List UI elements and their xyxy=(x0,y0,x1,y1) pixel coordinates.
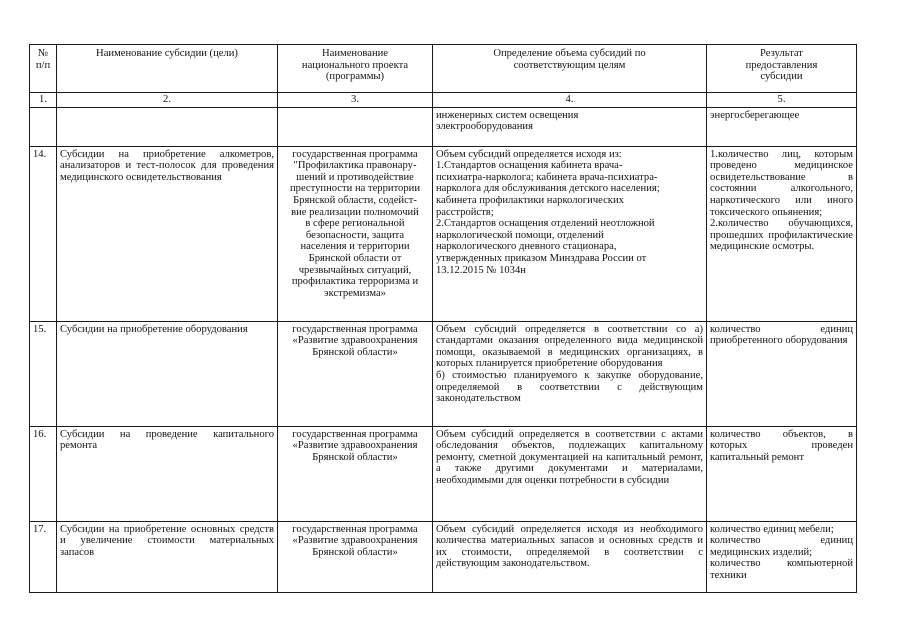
row-result: количество единиц мебели; количество единиц медицинских изделий; количество компьютерной техники xyxy=(707,521,857,592)
row-num: 16. xyxy=(30,426,57,521)
table-row xyxy=(30,321,857,426)
row-result: количество объектов, в которых проведен капитальный ремонт xyxy=(707,426,857,521)
header-result: Результат предоставления субсидии xyxy=(707,45,857,93)
row-project: государственная программа "Профилактика правонару- шений и противодействие преступности на территории Брянской области, содейст- вие реализации полномочий в сфере региональной безопасности, защита населения и территории Брянской области от чрезвычайных ситуаций, профилактика терроризма и экстремизма» xyxy=(278,146,433,321)
row-project xyxy=(278,107,433,146)
column-number: 4. xyxy=(433,93,707,108)
table-row xyxy=(30,107,857,146)
header-name: Наименование субсидии (цели) xyxy=(57,45,278,93)
table-row xyxy=(30,146,857,321)
column-number-row xyxy=(30,93,857,108)
table-row xyxy=(30,426,857,521)
row-result: 1.количество лиц, которым проведено медицинское освидетельствование в состоянии алкогольного, наркотического или иного токсического опьянения; 2.количество обучающихся, прошедших профилактические медицинские осмотры. xyxy=(707,146,857,321)
row-num: 17. xyxy=(30,521,57,592)
row-definition: Объем субсидий определяется в соответствии со а) стандартами оказания определенного вида медицинской помощи, оказываемой в медицинских организациях, в которых планируется приобретение оборудования б) стоимостью планируемого к закупке оборудование, определяемой в соответствии с действующим законодательством xyxy=(433,321,707,426)
header-definition: Определение объема субсидий по соответствующим целям xyxy=(433,45,707,93)
table-row xyxy=(30,521,857,592)
subsidy-table xyxy=(29,44,857,593)
header-num: № п/п xyxy=(30,45,57,93)
row-definition: Объем субсидий определяется исходя из необходимого количества материальных запасов и основных средств и их стоимости, определяемой в соответствии с действующим законодательством. xyxy=(433,521,707,592)
row-project: государственная программа «Развитие здравоохранения Брянской области» xyxy=(278,521,433,592)
row-project: государственная программа «Развитие здравоохранения Брянской области» xyxy=(278,426,433,521)
column-number: 1. xyxy=(30,93,57,108)
row-num xyxy=(30,107,57,146)
row-definition: инженерных систем освещения электрооборудования xyxy=(433,107,707,146)
row-project: государственная программа «Развитие здравоохранения Брянской области» xyxy=(278,321,433,426)
row-name: Субсидии на приобретение основных средств и увеличение стоимости материальных запасов xyxy=(57,521,278,592)
header-row xyxy=(30,45,857,93)
column-number: 5. xyxy=(707,93,857,108)
row-num: 15. xyxy=(30,321,57,426)
row-name: Субсидии на приобретение алкометров, анализаторов и тест-полосок для проведения медицинского освидетельствования xyxy=(57,146,278,321)
column-number: 2. xyxy=(57,93,278,108)
row-name: Субсидии на проведение капитального ремонта xyxy=(57,426,278,521)
row-result: количество единиц приобретенного оборудования xyxy=(707,321,857,426)
header-project: Наименование национального проекта (программы) xyxy=(278,45,433,93)
row-definition: Объем субсидий определяется исходя из: 1.Стандартов оснащения кабинета врача- психиатра-нарколога; кабинета врача-психиатра- нарколога для обслуживания детского населения; кабинета профилактики наркологических расстройств; 2.Стандартов оснащения отделений неотложной наркологической помощи, отделений наркологического дневного стационара, утвержденных приказом Минздрава России от 13.12.2015 № 1034н xyxy=(433,146,707,321)
column-number: 3. xyxy=(278,93,433,108)
row-name: Субсидии на приобретение оборудования xyxy=(57,321,278,426)
row-num: 14. xyxy=(30,146,57,321)
row-name xyxy=(57,107,278,146)
row-definition: Объем субсидий определяется в соответствии с актами обследования объектов, подлежащих капитальному ремонту, сметной документацией на капитальный ремонт, а также другими документами и материалами, необходимыми для оценки потребности в субсидии xyxy=(433,426,707,521)
row-result: энергосберегающее xyxy=(707,107,857,146)
